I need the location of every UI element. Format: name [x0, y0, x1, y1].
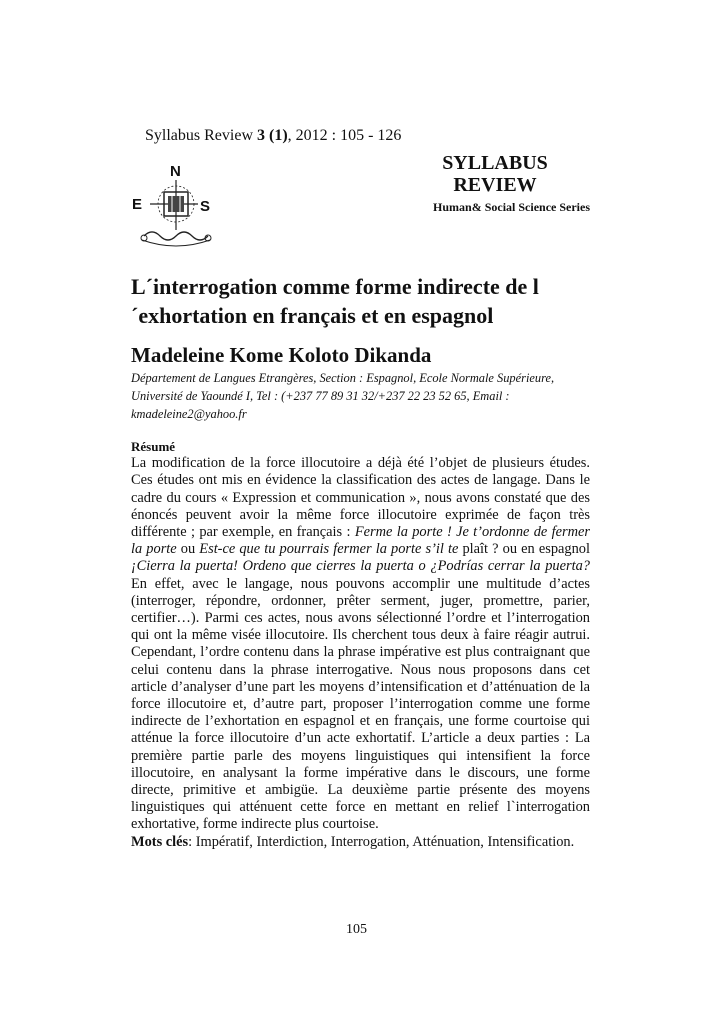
- citation-journal: Syllabus Review: [145, 127, 253, 144]
- author-name: Madeleine Kome Koloto Dikanda: [131, 343, 432, 367]
- journal-subtitle: Human& Social Science Series: [433, 200, 590, 214]
- journal-citation: [145, 127, 401, 145]
- keywords-list: : Impératif, Interdiction, Interrogation, Atténuation, Intensification.: [188, 833, 575, 850]
- keywords-label: Mots clés: [131, 833, 189, 850]
- compass-logo-icon: [128, 160, 224, 252]
- citation-pages: , 2012 : 105 - 126: [287, 127, 402, 144]
- journal-masthead: [400, 152, 590, 215]
- abstract-section: [131, 438, 590, 851]
- abstract-heading: Résumé: [131, 439, 176, 454]
- author-affiliation: Département de Langues Etrangères, Section : Espagnol, Ecole Normale Supérieure, Université de Yaoundé I, Tel : (+237 77 89 31 32/+237 22 23 52 65, Email : kmadeleine2@yahoo.fr: [131, 371, 555, 421]
- page-number: 105: [346, 922, 367, 937]
- logo-letter-e: E: [132, 196, 143, 213]
- keywords: [131, 834, 590, 851]
- logo-letter-n: N: [170, 163, 181, 180]
- example-french-question: Est-ce que tu pourrais fermer la porte s’il te: [199, 541, 459, 558]
- example-spanish: ¡Cierra la puerta! Ordeno que cierres la puerta o ¿Podrías cerrar la puerta?: [131, 558, 590, 575]
- logo-letter-s: S: [200, 198, 211, 215]
- journal-title: SYLLABUS REVIEW: [442, 152, 548, 196]
- article-title: L´interrogation comme forme indirecte de l´exhortation en français et en espagnol: [131, 274, 539, 328]
- abstract-text: La modification de la force illocutoire a déjà été l’objet de plusieurs études. Ces études ont mis en évidence la classification des actes de langage. Dans le cadre du cours « Expression et communication », nous avons constaté que des énoncés peuvent avoir la même force illocutoire exprimée de façon très différente ; par exemple, en français : Ferme la porte ! Je t’ordonne de fermer la porte ou Est-ce que tu pourrais fermer la porte s’il te plaît ? ou en espagnol ¡Cierra la puerta! Ordeno que cierres la puerta o ¿Podrías cerrar la puerta? En effet, avec le langage, nous pouvons accomplir une multitude d’actes (interroger, répondre, ordonner, prêter serment, juger, promettre, parier, certifier…). Parmi ces actes, nous avons sélectionné l’ordre et l’interrogation qui ont la même visée illocutoire. Ils cherchent tous deux à faire réagir autrui. Cependant, l’ordre contenu dans la phrase impérative est plus contraignant que celui contenu dans la phrase interrogative. Nous nous proposons dans cet article d’analyser d’une part les moyens d’intensification et d’atténuation de la force illocutoire et, d’autre part, proposer l’interrogation comme une forme indirecte de l’exhortation en espagnol et en français, une forme courtoise qui atténue la force illocutoire d’un acte exhortatif. L’article a deux parties : La première partie parle des moyens linguistiques qui intensifient la force illocutoire, en analysant la forme impérative dans le discours, une forme directe, primitive et ambigüe. La deuxième partie présente des moyens linguistiques qui atténuent cette force en mettant en relief l`interrogation exhortative, forme indirecte plus courtoise.: [131, 455, 591, 833]
- example-french-imperative: Ferme la porte ! Je t’ordonne de fermer la porte: [131, 524, 591, 558]
- citation-volume: 3 (1): [257, 127, 288, 144]
